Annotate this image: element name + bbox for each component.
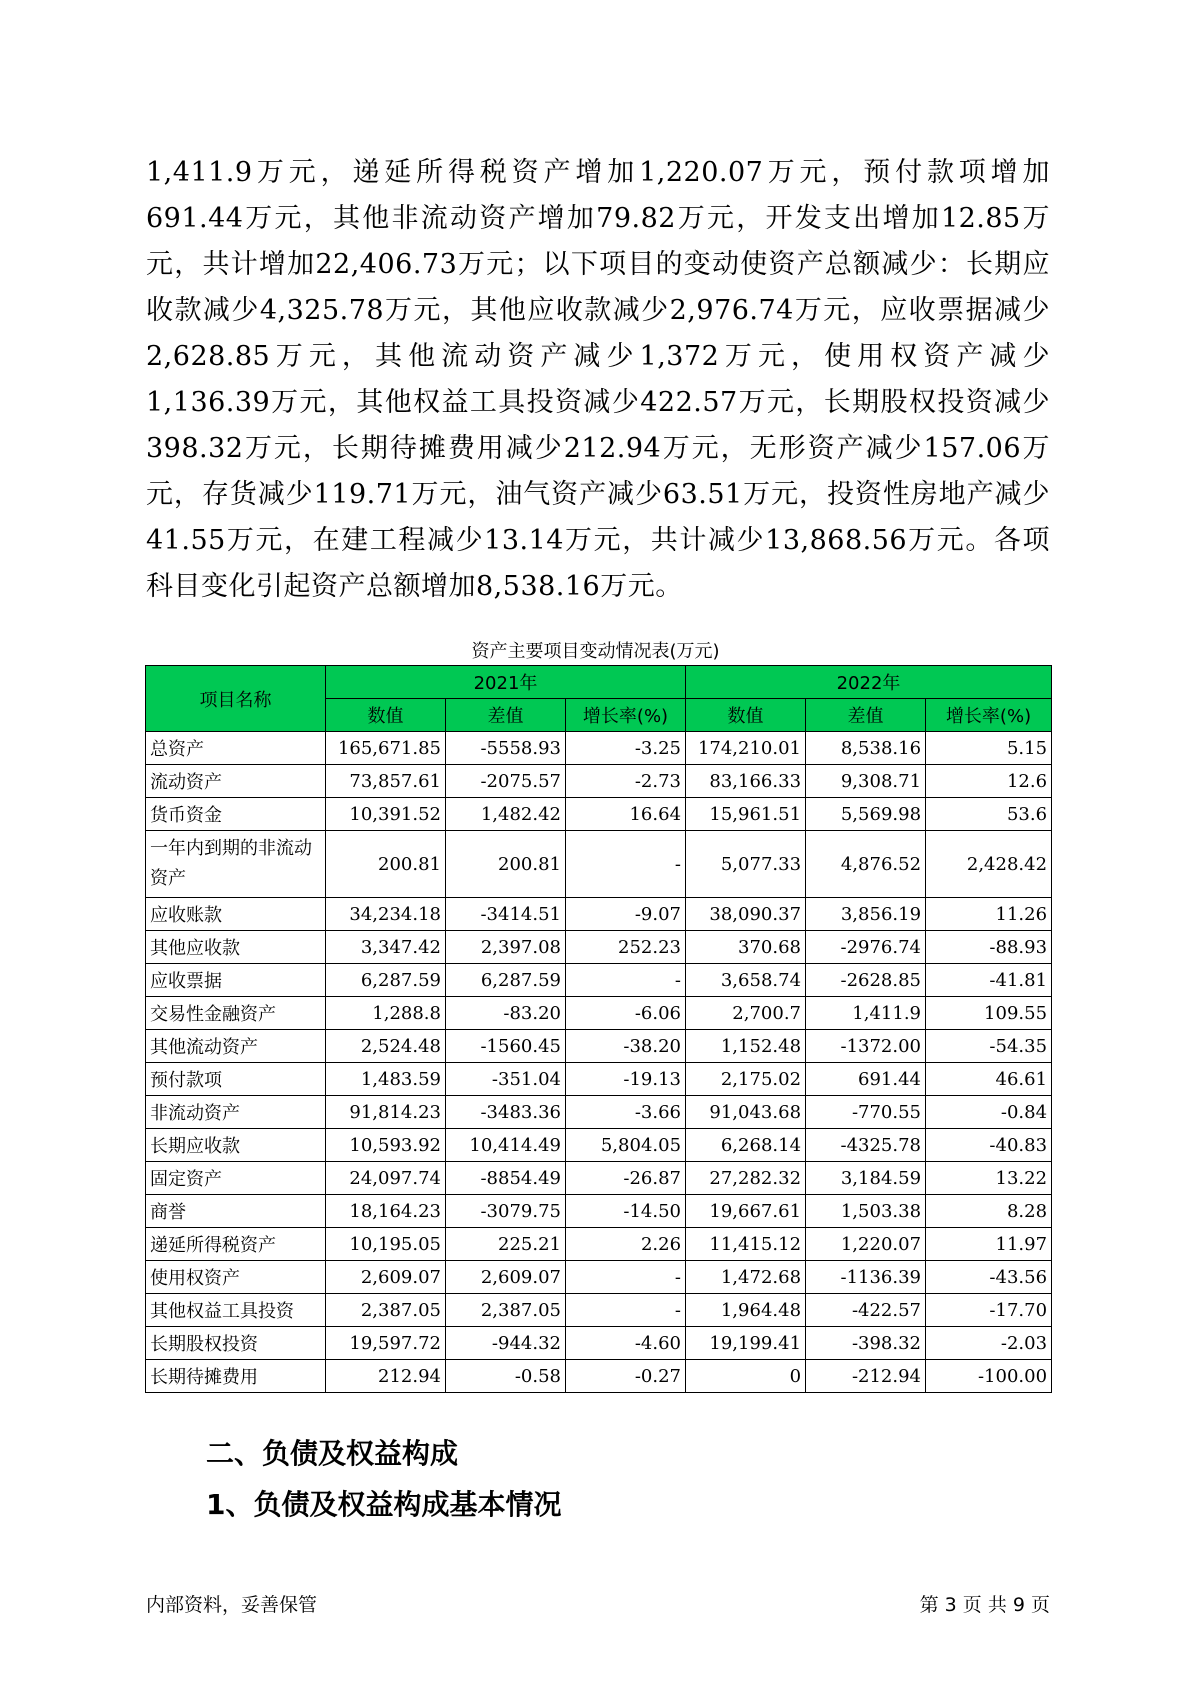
cell-d2: -1372.00 [806,1030,926,1063]
table-row [146,931,1052,964]
cell-d2: -2628.85 [806,964,926,997]
cell-v2: 83,166.33 [686,765,806,798]
header-2022-rate: 增长率(%) [926,699,1052,732]
cell-v1: 18,164.23 [326,1195,446,1228]
cell-d1: 225.21 [446,1228,566,1261]
cell-r2: -43.56 [926,1261,1052,1294]
cell-d1: 2,387.05 [446,1294,566,1327]
cell-r2: 46.61 [926,1063,1052,1096]
cell-v2: 1,472.68 [686,1261,806,1294]
cell-v1: 10,391.52 [326,798,446,831]
cell-v1: 34,234.18 [326,898,446,931]
cell-d1: 6,287.59 [446,964,566,997]
row-item-name: 递延所得税资产 [146,1228,326,1261]
cell-r2: 11.97 [926,1228,1052,1261]
cell-d1: -2075.57 [446,765,566,798]
row-item-name: 一年内到期的非流动资产 [146,831,326,898]
cell-v2: 11,415.12 [686,1228,806,1261]
cell-r1: 5,804.05 [566,1129,686,1162]
cell-r1: -19.13 [566,1063,686,1096]
cell-d1: -5558.93 [446,732,566,765]
row-item-name: 应收账款 [146,898,326,931]
table-row [146,732,1052,765]
cell-d1: -3483.36 [446,1096,566,1129]
cell-v2: 2,175.02 [686,1063,806,1096]
cell-v1: 19,597.72 [326,1327,446,1360]
cell-d1: 10,414.49 [446,1129,566,1162]
row-item-name: 其他应收款 [146,931,326,964]
cell-d2: -398.32 [806,1327,926,1360]
cell-d1: 200.81 [446,831,566,898]
cell-r1: -38.20 [566,1030,686,1063]
cell-v1: 1,288.8 [326,997,446,1030]
cell-d2: -1136.39 [806,1261,926,1294]
footer-confidential-note: 内部资料，妥善保管 [146,1594,318,1616]
cell-r2: 12.6 [926,765,1052,798]
cell-r2: 2,428.42 [926,831,1052,898]
header-2021-diff: 差值 [446,699,566,732]
row-item-name: 固定资产 [146,1162,326,1195]
cell-d1: -3079.75 [446,1195,566,1228]
row-item-name: 货币资金 [146,798,326,831]
cell-r2: 53.6 [926,798,1052,831]
cell-d2: -4325.78 [806,1129,926,1162]
cell-v1: 165,671.85 [326,732,446,765]
body-paragraph: 1,411.9万元，递延所得税资产增加1,220.07万元，预付款项增加691.44万元，其他非流动资产增加79.82万元，开发支出增加12.85万元，共计增加22,406.73万元；以下项目的变动使资产总额减少：长期应收款减少4,325.78万元，其他应收款减少2,976.74万元，应收票据减少2,628.85万元，其他流动资产减少1,372万元，使用权资产减少1,136.39万元，其他权益工具投资减少422.57万元，长期股权投资减少398.32万元，长期待摊费用减少212.94万元，无形资产减少157.06万元，存货减少119.71万元，油气资产减少63.51万元，投资性房地产减少41.55万元，在建工程减少13.14万元，共计减少13,868.56万元。各项科目变化引起资产总额增加8,538.16万元。 [146,157,1050,602]
table-row [146,1294,1052,1327]
cell-d1: -3414.51 [446,898,566,931]
table-row [146,1195,1052,1228]
header-2021-value: 数值 [326,699,446,732]
table-row [146,1327,1052,1360]
cell-r1: -3.25 [566,732,686,765]
cell-r2: -54.35 [926,1030,1052,1063]
cell-r1: -4.60 [566,1327,686,1360]
header-year-2021: 2021年 [326,666,686,699]
row-item-name: 其他流动资产 [146,1030,326,1063]
cell-r2: 13.22 [926,1162,1052,1195]
cell-d1: 2,609.07 [446,1261,566,1294]
cell-r2: 11.26 [926,898,1052,931]
cell-r2: -17.70 [926,1294,1052,1327]
row-item-name: 非流动资产 [146,1096,326,1129]
cell-d2: 5,569.98 [806,798,926,831]
cell-r1: -6.06 [566,997,686,1030]
cell-v2: 38,090.37 [686,898,806,931]
cell-r2: 8.28 [926,1195,1052,1228]
cell-d1: -1560.45 [446,1030,566,1063]
cell-r1: -14.50 [566,1195,686,1228]
cell-r1: 2.26 [566,1228,686,1261]
cell-r1: - [566,831,686,898]
cell-d2: 3,184.59 [806,1162,926,1195]
table-row [146,1030,1052,1063]
header-item-name: 项目名称 [146,666,326,732]
cell-d2: -212.94 [806,1360,926,1393]
cell-v1: 91,814.23 [326,1096,446,1129]
cell-r1: -9.07 [566,898,686,931]
cell-v2: 19,199.41 [686,1327,806,1360]
cell-d1: -944.32 [446,1327,566,1360]
table-row [146,964,1052,997]
cell-v2: 6,268.14 [686,1129,806,1162]
cell-d1: -83.20 [446,997,566,1030]
cell-v2: 0 [686,1360,806,1393]
row-item-name: 应收票据 [146,964,326,997]
cell-r2: 109.55 [926,997,1052,1030]
cell-d2: 1,411.9 [806,997,926,1030]
row-item-name: 长期待摊费用 [146,1360,326,1393]
row-item-name: 总资产 [146,732,326,765]
cell-d1: -351.04 [446,1063,566,1096]
cell-r2: -40.83 [926,1129,1052,1162]
row-item-name: 商誉 [146,1195,326,1228]
table-row [146,765,1052,798]
cell-d2: 8,538.16 [806,732,926,765]
cell-v1: 3,347.42 [326,931,446,964]
cell-r2: -88.93 [926,931,1052,964]
cell-v1: 2,524.48 [326,1030,446,1063]
cell-v1: 10,593.92 [326,1129,446,1162]
cell-v1: 6,287.59 [326,964,446,997]
cell-r2: -2.03 [926,1327,1052,1360]
header-2022-diff: 差值 [806,699,926,732]
cell-d1: -8854.49 [446,1162,566,1195]
cell-d2: 1,220.07 [806,1228,926,1261]
cell-d2: 4,876.52 [806,831,926,898]
cell-r1: -3.66 [566,1096,686,1129]
row-item-name: 流动资产 [146,765,326,798]
cell-v2: 1,152.48 [686,1030,806,1063]
cell-r1: -26.87 [566,1162,686,1195]
cell-v1: 2,609.07 [326,1261,446,1294]
cell-d2: -422.57 [806,1294,926,1327]
row-item-name: 长期应收款 [146,1129,326,1162]
table-row [146,1096,1052,1129]
cell-v1: 212.94 [326,1360,446,1393]
cell-d2: 3,856.19 [806,898,926,931]
table-row [146,1261,1052,1294]
cell-r2: 5.15 [926,732,1052,765]
table-row [146,1360,1052,1393]
cell-r1: -2.73 [566,765,686,798]
cell-v1: 1,483.59 [326,1063,446,1096]
cell-v2: 5,077.33 [686,831,806,898]
subsection-heading: 1、负债及权益构成基本情况 [206,1488,562,1521]
cell-r1: - [566,1294,686,1327]
table-row [146,898,1052,931]
cell-d2: 691.44 [806,1063,926,1096]
cell-r1: - [566,964,686,997]
cell-v1: 73,857.61 [326,765,446,798]
table-row [146,1162,1052,1195]
cell-r2: -0.84 [926,1096,1052,1129]
row-item-name: 长期股权投资 [146,1327,326,1360]
cell-v2: 27,282.32 [686,1162,806,1195]
cell-v2: 2,700.7 [686,997,806,1030]
cell-r2: -100.00 [926,1360,1052,1393]
cell-d2: 1,503.38 [806,1195,926,1228]
cell-v2: 19,667.61 [686,1195,806,1228]
cell-d1: 1,482.42 [446,798,566,831]
footer-page-number: 第 3 页 共 9 页 [919,1594,1050,1616]
table-row [146,831,1052,898]
cell-r2: -41.81 [926,964,1052,997]
header-2021-rate: 增长率(%) [566,699,686,732]
table-row [146,1129,1052,1162]
table-row [146,798,1052,831]
cell-v2: 15,961.51 [686,798,806,831]
cell-v2: 91,043.68 [686,1096,806,1129]
cell-d2: -770.55 [806,1096,926,1129]
cell-r1: 16.64 [566,798,686,831]
cell-d1: 2,397.08 [446,931,566,964]
cell-v2: 1,964.48 [686,1294,806,1327]
table-caption: 资产主要项目变动情况表(万元) [471,641,720,662]
cell-v2: 370.68 [686,931,806,964]
cell-r1: -0.27 [566,1360,686,1393]
header-2022-value: 数值 [686,699,806,732]
cell-v2: 174,210.01 [686,732,806,765]
cell-d2: 9,308.71 [806,765,926,798]
section-heading: 二、负债及权益构成 [206,1437,459,1470]
cell-v2: 3,658.74 [686,964,806,997]
cell-v1: 200.81 [326,831,446,898]
row-item-name: 使用权资产 [146,1261,326,1294]
cell-d1: -0.58 [446,1360,566,1393]
asset-change-table [145,665,1052,1393]
cell-v1: 2,387.05 [326,1294,446,1327]
cell-v1: 10,195.05 [326,1228,446,1261]
header-year-2022: 2022年 [686,666,1052,699]
table-row [146,1228,1052,1261]
cell-v1: 24,097.74 [326,1162,446,1195]
cell-r1: - [566,1261,686,1294]
cell-d2: -2976.74 [806,931,926,964]
table-row [146,997,1052,1030]
cell-r1: 252.23 [566,931,686,964]
row-item-name: 预付款项 [146,1063,326,1096]
row-item-name: 交易性金融资产 [146,997,326,1030]
row-item-name: 其他权益工具投资 [146,1294,326,1327]
table-row [146,1063,1052,1096]
